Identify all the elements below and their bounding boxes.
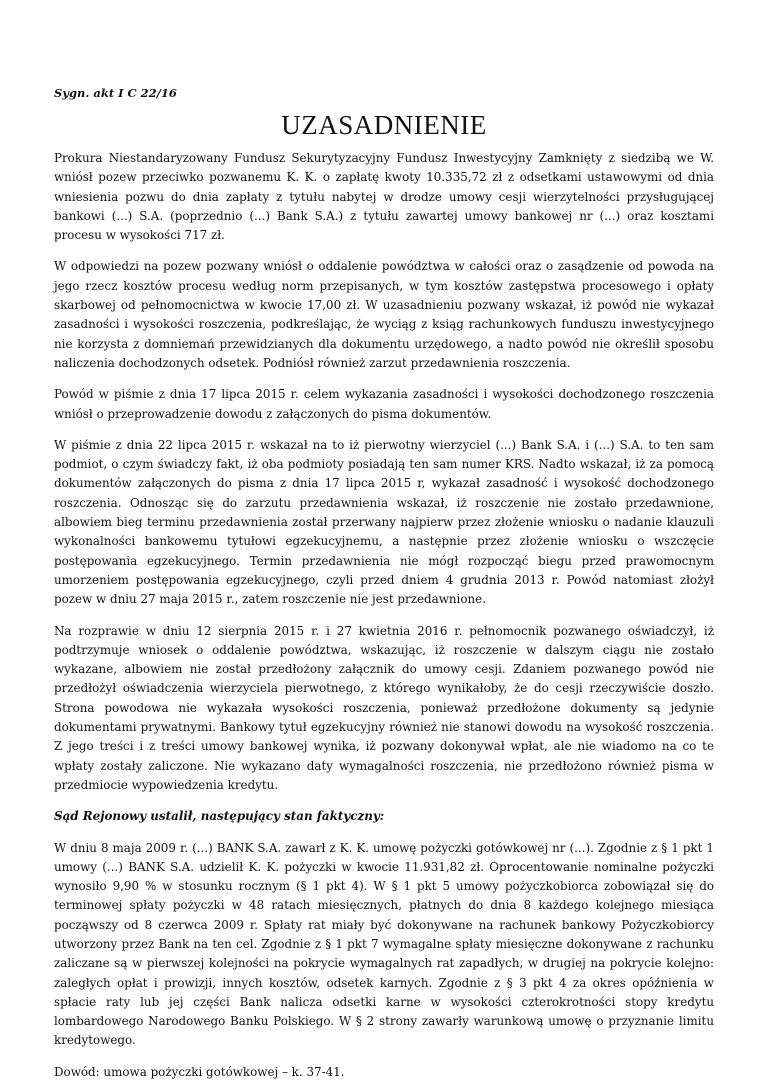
paragraph-creditor-identity: W piśmie z dnia 22 lipca 2015 r. wskazał na to iż pierwotny wierzyciel (...) Bank S.A. i (...) S.A. to ten sam podmiot, o czym świadczy fakt, iż oba podmioty posiadają ten sam numer KRS. Nadto wskazał, iż za pomocą dokumentów załączonych do pisma z dnia 17 lipca 2015 r, wykazał zasadność i wysokość dochodzonego roszczenia. Odnosząc się do zarzutu przedawnienia wskazał, iż roszczenie nie zostało przedawnione, albowiem bieg terminu przedawnienia został przerwany najpierw przez złożenie wniosku o nadanie klauzuli wykonalności bankowemu tytułowi egzekucyjnemu, a następnie przez złożenie wniosku o wszczęcie postępowania egzekucyjnego. Termin przedawnienia nie mógł rozpocząć biegu przed prawomocnym umorzeniem postępowania egzekucyjnego, czyli przed dniem 4 grudnia 2013 r. Powód natomiast złożył pozew w dniu 27 maja 2015 r., zatem roszczenie nie jest przedawnione. [54,437,714,607]
case-signature: Sygn. akt I C 22/16 [54,86,177,100]
paragraph-hearing: Na rozprawie w dniu 12 sierpnia 2015 r. i 27 kwietnia 2016 r. pełnomocnik pozwanego oświadczył, iż podtrzymuje wniosek o oddalenie powództwa, wskazując, iż roszczenie w dalszym ciągu nie zostało wykazane, albowiem nie został przedłożony załącznik do umowy cesji. Zdaniem pozwanego powód nie przedłożył oświadczenia wierzyciela pierwotnego, z którego wynikałoby, że do cesji rzeczywiście doszło. Strona powodowa nie wykazała wysokości roszczenia, ponieważ przedłożone dokumenty są jedynie dokumentami prywatnymi. Bankowy tytuł egzekucyjny również nie stanowi dowodu na wysokość roszczenia. Z jego treści i z treści umowy bankowej wynika, iż pozwany dokonywał wpłat, ale nie wiadomo na co te wpłaty zostały zaliczone. Nie wykazano daty wymagalności roszczenia, nie przedłożono również pisma w przedmiocie wypowiedzenia kredytu. [54,623,714,792]
paragraph-claim: Prokura Niestandaryzowany Fundusz Sekurytyzacyjny Fundusz Inwestycyjny Zamknięty z siedzibą we W. wniósł pozew przeciwko pozwanemu K. K. o zapłatę kwoty 10.335,72 zł z odsetkami ustawowymi od dnia wniesienia pozwu do dnia zapłaty z tytułu nabytej w drodze umowy cesji wierzytelności przysługującej bankowi (...) S.A. (poprzednio (...) Bank S.A.) z tytułu zawartej umowy bankowej nr (...) oraz kosztami procesu w wysokości 717 zł. [54,151,714,243]
paragraph-facts-loan: W dniu 8 maja 2009 r. (...) BANK S.A. zawarł z K. K. umowę pożyczki gotówkowej nr (...). Zgodnie z § 1 pkt 1 umowy (...) BANK S.A. udzielił K. K. pożyczki w kwocie 11.931,82 zł. Oprocentowanie nominalne pożyczki wynosiło 9,90 % w stosunku rocznym (§ 1 pkt 4). W § 1 pkt 5 umowy pożyczkobiorca zobowiązał się do terminowej spłaty pożyczki w 48 ratach miesięcznych, płatnych do dnia 8 każdego kolejnego miesiąca począwszy od 8 czerwca 2009 r. Spłaty rat miały być dokonywane na rachunek bankowy Pożyczkobiorcy utworzony przez Bank na ten cel. Zgodnie z § 1 pkt 7 wymagalne spłaty miesięczne dokonywane z rachunku zaliczane są w pierwszej kolejności na pokrycie wymagalnych rat zapadłych, w drugiej na pokrycie kolejno: zaległych opłat i prowizji, innych kosztów, odsetek karnych. Zgodnie z § 3 pkt 4 za okres opóźnienia w spłacie raty lub jej części Bank nalicza odsetki karne w wysokości czterokrotności stopy kredytu lombardowego Narodowego Banku Polskiego. W § 2 strony zawarły warunkową umowę o przyznanie limitu kredytowego. [54,840,714,1048]
paragraph-evidence-motion: Powód w piśmie z dnia 17 lipca 2015 r. celem wykazania zasadności i wysokości dochodzonego roszczenia wniósł o przeprowadzenie dowodu z załączonych do pisma dokumentów. [54,387,714,421]
paragraph-defense: W odpowiedzi na pozew pozwany wniósł o oddalenie powództwa w całości oraz o zasądzenie od powoda na jego rzecz kosztów procesu według norm przepisanych, w tym kosztów zastępstwa procesowego i opłaty skarbowej od pełnomocnictwa w kwocie 17,00 zł. W uzasadnieniu pozwany wskazał, iż powód nie wykazał zasadności i wysokości roszczenia, podkreślając, że wyciąg z ksiąg rachunkowych funduszu inwestycyjnego nie korzysta z domniemań przewidzianych dla dokumentu urzędowego, a nadto powód nie określił sposobu naliczenia dochodzonych odsetek. Podniósł również zarzut przedawnienia roszczenia. [54,259,714,370]
document-title: UZASADNIENIE [281,110,487,140]
section-heading: Sąd Rejonowy ustalił, następujący stan faktyczny: [54,809,385,824]
paragraph-evidence-reference: Dowód: umowa pożyczki gotówkowej – k. 37-41. [54,1064,345,1079]
